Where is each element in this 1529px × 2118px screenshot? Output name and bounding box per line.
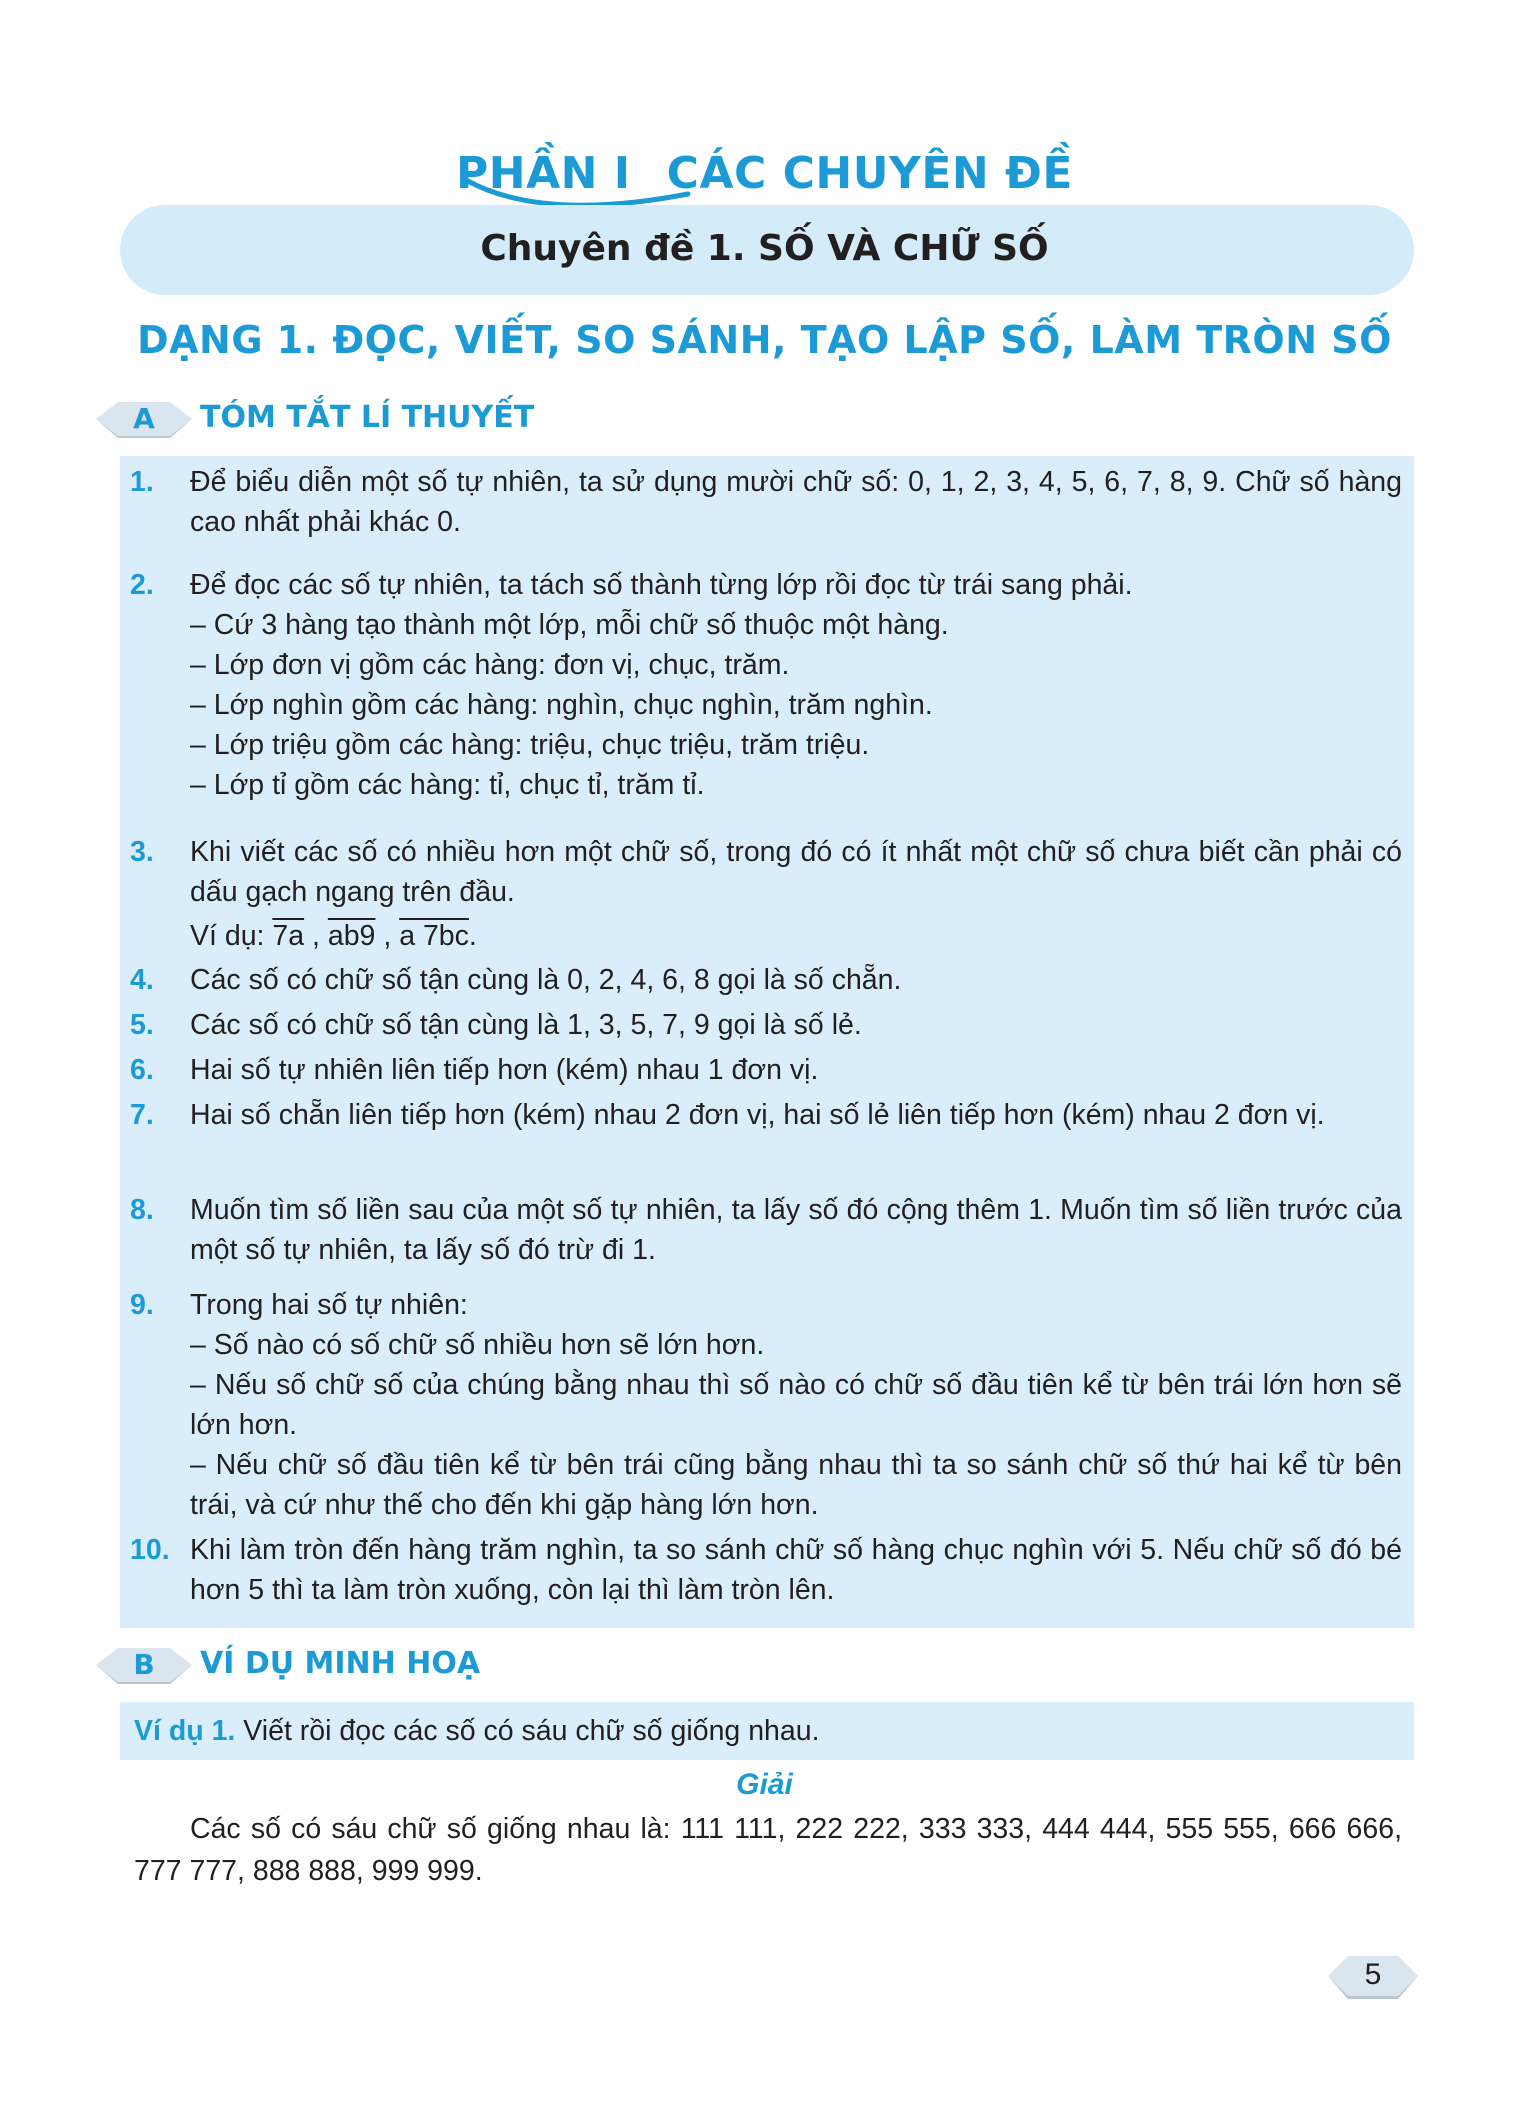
theory-item (190, 960, 1402, 1000)
theory-line: – Lớp tỉ gồm các hàng: tỉ, chục tỉ, trăm tỉ. (190, 769, 705, 801)
example-1 (134, 1711, 1404, 1751)
theory-line: Hai số tự nhiên liên tiếp hơn (kém) nhau 1 đơn vị. (190, 1054, 819, 1086)
page-number-badge (1328, 1952, 1418, 2000)
theory-item-number: 10. (130, 1534, 170, 1566)
theory-item-number: 2. (130, 569, 154, 601)
solution-heading: Giải (736, 1768, 793, 1801)
theory-example-line (190, 916, 1402, 956)
section-b-heading: VÍ DỤ MINH HOẠ (200, 1646, 481, 1681)
example-prefix: Ví dụ: (190, 920, 273, 952)
theory-item (190, 1050, 1402, 1090)
theory-line: Trong hai số tự nhiên: (190, 1289, 468, 1321)
page-number: 5 (1364, 1958, 1382, 1991)
theory-line: – Nếu chữ số đầu tiên kể từ bên trái cũng bằng nhau thì ta so sánh chữ số thứ hai kể từ bên trái, và cứ như thế cho đến khi gặp hàng lớn hơn. (190, 1449, 1402, 1521)
theory-line: Các số có chữ số tận cùng là 1, 3, 5, 7, 9 gọi là số lẻ. (190, 1009, 862, 1041)
theory-line: Khi viết các số có nhiều hơn một chữ số, trong đó có ít nhất một chữ số chưa biết cần phải có dấu gạch ngang trên đầu. (190, 836, 1402, 908)
theory-line: Để biểu diễn một số tự nhiên, ta sử dụng mười chữ số: 0, 1, 2, 3, 4, 5, 6, 7, 8, 9. Chữ số hàng cao nhất phải khác 0. (190, 466, 1402, 538)
theory-item (190, 1005, 1402, 1045)
section-a-heading: TÓM TẮT LÍ THUYẾT (200, 400, 535, 435)
example-separator: , (304, 920, 328, 952)
example-end: . (468, 920, 477, 952)
theory-item (190, 1190, 1402, 1270)
theory-item-number: 9. (130, 1289, 154, 1321)
theory-item (190, 1285, 1402, 1525)
form-title: DẠNG 1. ĐỌC, VIẾT, SO SÁNH, TẠO LẬP SỐ, LÀM TRÒN SỐ (137, 318, 1392, 362)
theory-line: Để đọc các số tự nhiên, ta tách số thành từng lớp rồi đọc từ trái sang phải. (190, 569, 1133, 601)
part-title: CÁC CHUYÊN ĐỀ (666, 148, 1073, 199)
theory-line: Muốn tìm số liền sau của một số tự nhiên, ta lấy số đó cộng thêm 1. Muốn tìm số liền trước của một số tự nhiên, ta lấy số đó trừ đi 1. (190, 1194, 1402, 1266)
theory-item (190, 1095, 1402, 1135)
theory-line: – Lớp triệu gồm các hàng: triệu, chục triệu, trăm triệu. (190, 729, 870, 761)
section-a-badge (96, 398, 192, 440)
theory-item (190, 832, 1402, 956)
overlined-number: a 7bc (399, 920, 469, 952)
theory-item-number: 3. (130, 836, 154, 868)
section-b-letter: B (133, 1648, 155, 1681)
theory-line: – Lớp nghìn gồm các hàng: nghìn, chục nghìn, trăm nghìn. (190, 689, 933, 721)
theory-item (190, 1530, 1402, 1610)
solution-text: Các số có sáu chữ số giống nhau là: 111 111, 222 222, 333 333, 444 444, 555 555, 666 666, 777 777, 888 888, 999 999. (134, 1813, 1402, 1887)
topic-title: Chuyên đề 1. SỐ VÀ CHỮ SỐ (480, 228, 1049, 269)
theory-item-number: 1. (130, 466, 154, 498)
theory-item-number: 5. (130, 1009, 154, 1041)
theory-item-number: 4. (130, 964, 154, 996)
theory-line: – Lớp đơn vị gồm các hàng: đơn vị, chục, trăm. (190, 649, 790, 681)
example-separator: , (375, 920, 400, 952)
overlined-number: 7a (272, 920, 305, 952)
part-heading (0, 148, 1529, 199)
theory-line: – Cứ 3 hàng tạo thành một lớp, mỗi chữ số thuộc một hàng. (190, 609, 949, 641)
example-1-label: Ví dụ 1. (134, 1715, 236, 1747)
overlined-number: ab9 (327, 920, 376, 952)
theory-item-number: 7. (130, 1099, 154, 1131)
theory-line: – Nếu số chữ số của chúng bằng nhau thì số nào có chữ số đầu tiên kể từ bên trái lớn hơn sẽ lớn hơn. (190, 1369, 1402, 1441)
theory-item-number: 6. (130, 1054, 154, 1086)
section-a-letter: A (133, 402, 155, 435)
theory-item-number: 8. (130, 1194, 154, 1226)
theory-line: – Số nào có số chữ số nhiều hơn sẽ lớn hơn. (190, 1329, 765, 1361)
theory-line: Khi làm tròn đến hàng trăm nghìn, ta so sánh chữ số hàng chục nghìn với 5. Nếu chữ số đó bé hơn 5 thì ta làm tròn xuống, còn lại thì làm tròn lên. (190, 1534, 1402, 1606)
theory-line: Các số có chữ số tận cùng là 0, 2, 4, 6, 8 gọi là số chẵn. (190, 964, 902, 996)
theory-line: Hai số chẵn liên tiếp hơn (kém) nhau 2 đơn vị, hai số lẻ liên tiếp hơn (kém) nhau 2 đơn vị. (190, 1099, 1325, 1131)
part-label: PHẦN I (456, 148, 631, 199)
theory-item (190, 462, 1402, 542)
section-b-badge (96, 1644, 192, 1686)
theory-item (190, 565, 1402, 805)
example-1-text: Viết rồi đọc các số có sáu chữ số giống nhau. (235, 1715, 820, 1747)
